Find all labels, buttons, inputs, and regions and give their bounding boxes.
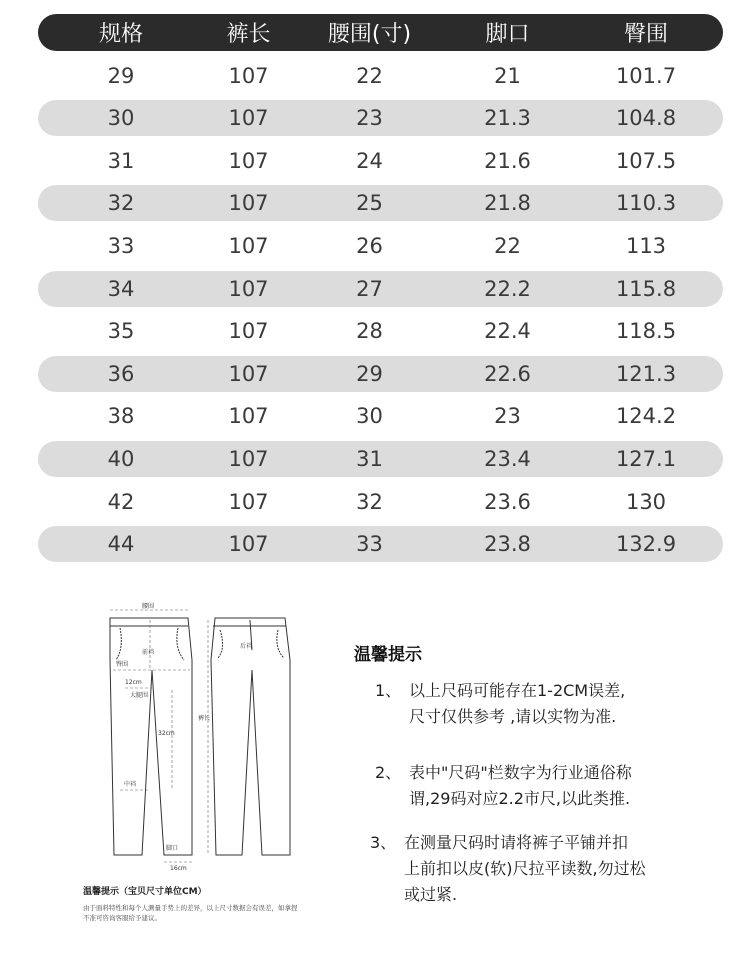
table-cell: 23.8 [484, 532, 531, 557]
table-row [38, 143, 723, 179]
table-cell: 31 [356, 446, 383, 471]
table-header [38, 14, 723, 51]
tip-number: 2、 [375, 763, 402, 782]
table-cell: 107 [228, 63, 269, 88]
tip-text: 表中"尺码"栏数字为行业通俗称 [409, 763, 632, 782]
table-cell: 115.8 [615, 276, 677, 301]
pants-measurement-diagram [80, 600, 305, 880]
table-cell: 42 [107, 489, 135, 514]
table-cell: 104.8 [615, 106, 677, 131]
table-row [38, 441, 723, 477]
tip-number: 1、 [375, 681, 402, 700]
table-cell: 31 [107, 148, 135, 173]
table-cell: 21.3 [484, 106, 531, 131]
table-cell: 23 [494, 404, 521, 429]
table-row [38, 271, 723, 307]
table-cell: 23.6 [484, 489, 531, 514]
table-cell: 132.9 [615, 532, 677, 557]
table-cell: 107 [228, 233, 269, 258]
table-cell: 101.7 [615, 63, 677, 88]
tip-text: 以上尺码可能存在1-2CM误差, [409, 681, 626, 700]
table-cell: 107 [228, 404, 269, 429]
table-cell: 28 [356, 319, 383, 344]
table-cell: 107 [228, 148, 269, 173]
label-rise-offset: 12cm [125, 679, 142, 686]
label-hip: 臀围 [116, 661, 129, 668]
table-cell: 107 [228, 446, 269, 471]
table-body [38, 58, 723, 563]
table-cell: 32 [356, 489, 383, 514]
table-cell: 23 [356, 106, 383, 131]
table-cell: 33 [107, 233, 135, 258]
size-table [38, 14, 723, 562]
table-cell: 26 [356, 233, 383, 258]
table-row [38, 313, 723, 349]
label-length: 裤长 [198, 715, 211, 722]
table-cell: 113 [625, 233, 667, 258]
table-cell: 21.6 [484, 148, 531, 173]
table-cell: 107 [228, 532, 269, 557]
label-front-rise: 前裆 [142, 649, 155, 656]
tip-text: 在测量尺码时请将裤子平铺并扣 [404, 833, 629, 852]
table-cell: 107.5 [615, 148, 677, 173]
table-cell: 22.4 [484, 319, 531, 344]
table-cell: 22 [356, 63, 383, 88]
table-cell: 130 [625, 489, 667, 514]
table-row [38, 228, 723, 264]
table-cell: 44 [107, 532, 135, 557]
header-cell: 臀围 [623, 22, 668, 47]
table-cell: 107 [228, 191, 269, 216]
table-cell: 21 [494, 63, 521, 88]
table-row [38, 356, 723, 392]
table-cell: 124.2 [615, 404, 677, 429]
table-cell: 107 [228, 489, 269, 514]
table-cell: 118.5 [615, 319, 677, 344]
table-cell: 30 [107, 106, 135, 131]
header-cell: 脚口 [485, 22, 530, 47]
tip-text: 或过紧. [404, 885, 458, 904]
table-cell: 40 [107, 446, 135, 471]
tip-text: 尺寸仅供参考 ,请以实物为准. [409, 707, 617, 726]
label-hem: 脚口 [166, 845, 179, 852]
table-cell: 107 [228, 319, 269, 344]
table-cell: 32 [107, 191, 135, 216]
pants-illustration [80, 600, 305, 880]
diagram-caption: 温馨提示（宝贝尺寸单位CM） [83, 887, 207, 897]
table-cell: 22.6 [484, 361, 531, 386]
table-cell: 27 [356, 276, 383, 301]
label-inseam: 32cm [158, 730, 175, 737]
tip-item-1 [375, 678, 625, 730]
table-cell: 29 [107, 63, 135, 88]
tip-number: 3、 [370, 833, 397, 852]
label-thigh: 大腿围 [130, 692, 149, 699]
table-cell: 22 [494, 233, 521, 258]
table-row [38, 484, 723, 520]
label-back-rise: 后裆 [240, 643, 253, 650]
table-row [38, 526, 723, 562]
tip-text: 谓,29码对应2.2市尺,以此类推. [409, 789, 631, 808]
table-cell: 29 [356, 361, 383, 386]
table-cell: 34 [107, 276, 135, 301]
table-row [38, 398, 723, 434]
tip-text: 上前扣以皮(软)尺拉平读数,勿过松 [404, 859, 646, 878]
table-cell: 38 [107, 404, 135, 429]
tip-item-2 [375, 760, 632, 812]
table-cell: 110.3 [615, 191, 677, 216]
table-cell: 25 [356, 191, 383, 216]
header-cell: 裤长 [226, 22, 271, 47]
label-knee: 中裆 [124, 781, 137, 788]
table-row [38, 185, 723, 221]
label-hem-offset: 16cm [170, 865, 187, 872]
header-cell: 规格 [98, 22, 143, 47]
table-cell: 36 [107, 361, 135, 386]
table-cell: 35 [107, 319, 135, 344]
table-cell: 23.4 [484, 446, 531, 471]
table-cell: 21.8 [484, 191, 531, 216]
diagram-note: 由于面料特性和每个人测量手势上的差异，以上尺寸数据会有误差，如拿捏不准可咨询客服给予建议。 [83, 904, 298, 922]
table-cell: 24 [356, 148, 383, 173]
table-cell: 107 [228, 106, 269, 131]
table-cell: 127.1 [615, 446, 677, 471]
table-row [38, 58, 723, 94]
table-cell: 30 [356, 404, 383, 429]
tips-title: 温馨提示 [354, 645, 422, 665]
table-row [38, 100, 723, 136]
table-cell: 22.2 [484, 276, 531, 301]
label-waist: 腰围 [142, 603, 155, 610]
table-cell: 107 [228, 276, 269, 301]
table-cell: 33 [356, 532, 383, 557]
tip-item-3 [370, 830, 646, 908]
table-cell: 121.3 [615, 361, 677, 386]
table-cell: 107 [228, 361, 269, 386]
header-cell: 腰围(寸) [327, 22, 412, 47]
